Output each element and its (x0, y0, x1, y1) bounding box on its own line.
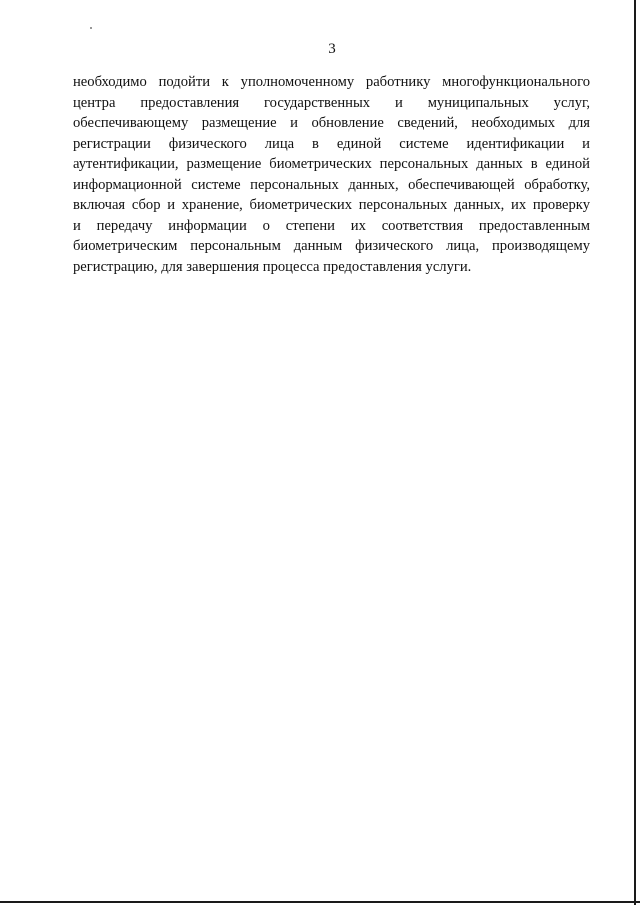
text-line: регистрации физического лица в единой системе идентификации и (73, 135, 590, 152)
scan-edge-bottom (0, 901, 640, 903)
text-line: центра предоставления государственных и муниципальных услуг, (73, 94, 590, 111)
scan-edge-right (634, 0, 636, 905)
text-line: и передачу информации о степени их соответствия предоставленным (73, 217, 590, 234)
text-line: биометрическим персональным данным физического лица, производящему (73, 238, 590, 254)
text-line: информационной системе персональных данных, обеспечивающей обработку, (73, 176, 590, 193)
body-paragraph (73, 72, 590, 277)
text-line-last: регистрацию, для завершения процесса предоставления услуги. (73, 258, 472, 275)
text-line: необходимо подойти к уполномоченному работнику многофункционального (73, 74, 590, 90)
scan-speck (90, 27, 92, 29)
text-line: обеспечивающему размещение и обновление сведений, необходимых для (73, 115, 590, 131)
text-line: аутентификации, размещение биометрических персональных данных в единой (73, 156, 590, 172)
page-number: 3 (328, 41, 336, 57)
text-line: включая сбор и хранение, биометрических персональных данных, их проверку (73, 197, 590, 213)
